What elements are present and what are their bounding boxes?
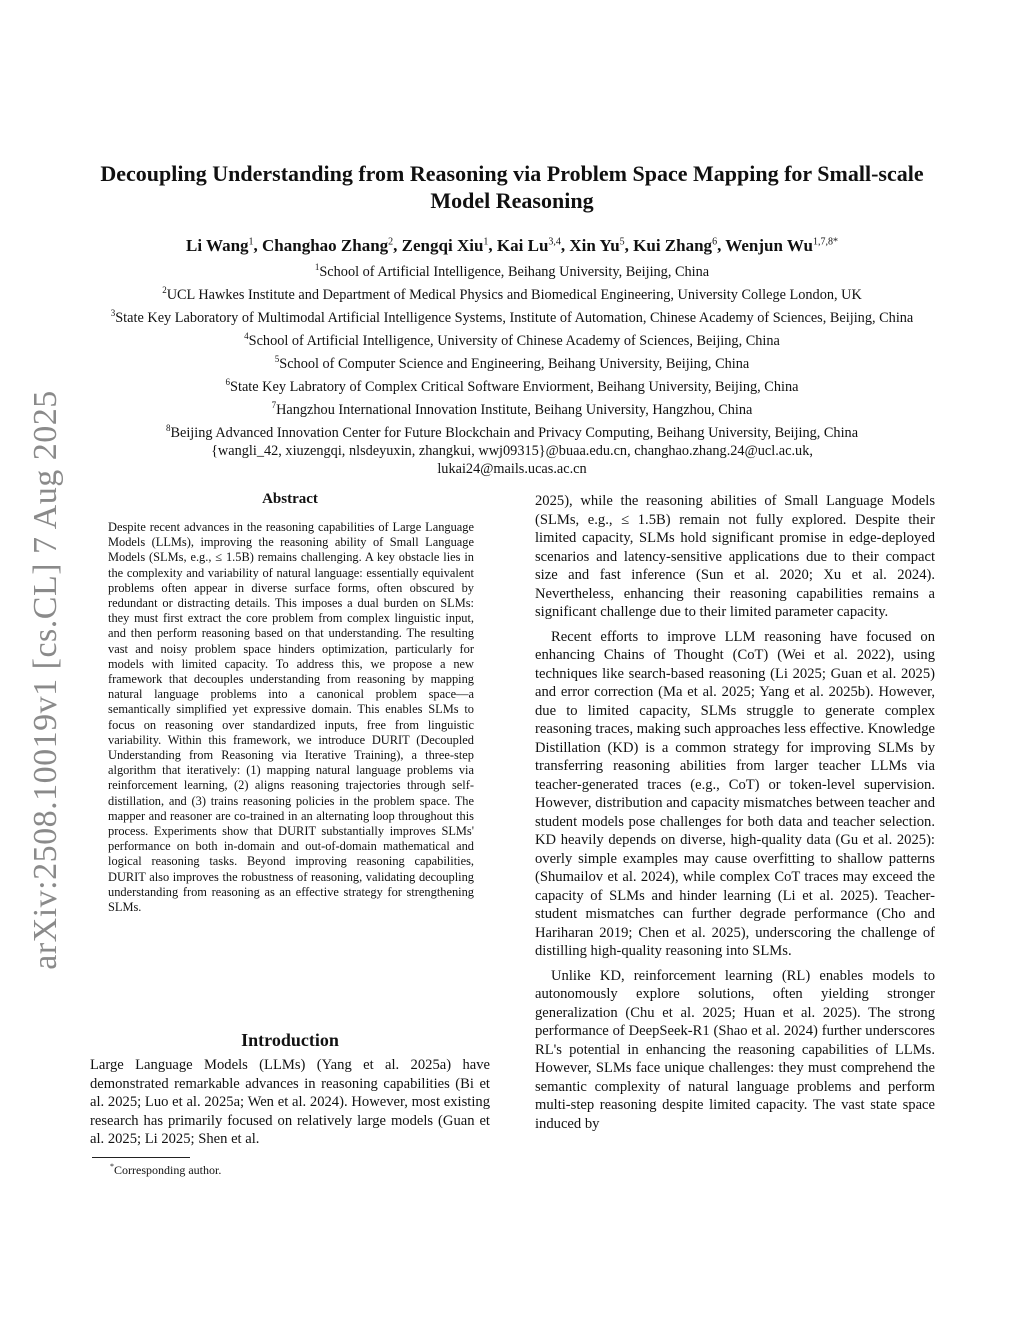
- author: Kui Zhang$^6$: [633, 235, 718, 255]
- affiliation: $^3$State Key Laboratory of Multimodal Artificial Intelligence Systems, Institute of Automation, Chinese Academy of Sciences, Beijing, China: [110, 307, 914, 326]
- author: Changhao Zhang$^2$: [262, 235, 394, 255]
- affiliation-list: [90, 258, 934, 478]
- affiliation: $^2$UCL Hawkes Institute and Department of Medical Physics and Biomedical Engineering, University College London, UK: [162, 284, 862, 303]
- footnote: *Corresponding author.: [110, 1162, 222, 1177]
- right-column: [535, 492, 935, 1139]
- affiliation: $^4$School of Artificial Intelligence, University of Chinese Academy of Sciences, Beijing, China: [244, 330, 780, 349]
- body-paragraph: Recent efforts to improve LLM reasoning have focused on enhancing Chains of Thought (CoT) (Wei et al. 2022), using techniques like search-based reasoning (Li 2025; Guan et al. 2025) and error correction (Ma et al. 2025; Yang et al. 2025b). However, due to limited capacity, SLMs struggle to generate complex reasoning traces, making such approaches less effective. Knowledge Distillation (KD) is a common strategy for improving SLMs by transferring reasoning abilities from larger teacher LLMs via teacher-generated traces (e.g., CoT) or token-level supervision. However, distribution and capacity mismatches between teacher and student models pose challenges for both data and teacher selection. KD heavily depends on diverse, high-quality data (Gu et al. 2025): overly simple examples may cause overfitting to shallow patterns (Shumailov et al. 2024), while complex CoT traces may exceed the capacity of SLMs and hinder learning (Li et al. 2025). Teacher-student mismatches can further degrade performance (Cho and Hariharan 2019; Chen et al. 2025), underscoring the challenge of distilling high-quality reasoning into SLMs.: [535, 628, 935, 959]
- body-paragraph: Unlike KD, reinforcement learning (RL) enables models to autonomously explore solutions, often yielding stronger generalization (Chu et al. 2025; Huan et al. 2025). The strong performance of DeepSeek-R1 (Shao et al. 2024) further underscores RL's potential in enhancing the reasoning capabilities of LLMs. However, SLMs face unique challenges: they must comprehend the semantic complexity of natural language problems and perform multi-step reasoning despite limited capacity. The vast state space induced by: [535, 967, 935, 1132]
- footnote-rule: [92, 1157, 190, 1158]
- author: Kai Lu$^{3,4}$: [496, 235, 561, 255]
- arxiv-identifier-stamp: [18, 380, 74, 980]
- author: Zengqi Xiu$^1$: [401, 235, 489, 255]
- author: Wenjun $Wu^{1,7,8*}$: [725, 235, 838, 255]
- email-line: {wangli_42, xiuzengqi, nlsdeyuxin, zhangkui, wwj09315}@buaa.edu.cn, changhao.zhang.24@ucl.ac.uk,: [211, 442, 813, 459]
- introduction-heading: Introduction: [241, 1030, 339, 1050]
- affiliation: $^1$School of Artificial Intelligence, Beihang University, Beijing, China: [314, 262, 710, 280]
- email-line: lukai24@mails.ucas.ac.cn: [437, 460, 587, 477]
- affiliation: $^7$Hangzhou International Innovation Institute, Beihang University, Hangzhou, China: [271, 399, 753, 418]
- affiliation: $^5$School of Computer Science and Engineering, Beihang University, Beijing, China: [274, 353, 750, 372]
- abstract-text: Despite recent advances in the reasoning capabilities of Large Language Models (LLMs), improving the reasoning ability of Small Language Models (SLMs, e.g., ≤ 1.5B) remains challenging. A key obstacle lies in the complexity and variability of natural language: essentially equivalent problems often appear in diverse surface forms, often obscured by redundant or distracting details. This imposes a dual burden on SLMs: they must first extract the core problem from complex linguistic input, and then perform reasoning based on that understanding. The resulting vast and noisy problem space hinders optimization, particularly for models with limited capacity. To address this, we propose a new framework that decouples understanding from reasoning by mapping natural language problems into a canonical problem space—a semantically simplified yet expressive domain. This enables SLMs to focus on reasoning over standardized inputs, free from linguistic variability. Within this framework, we introduce DURIT (Decoupled Understanding from Reasoning via Iterative Training), a three-step algorithm that iteratively: (1) mapping natural language problems via reinforcement learning, (2) aligns reasoning trajectories through self-distillation, and (3) trains reasoning policies in the problem space. The mapper and reasoner are co-trained in an alternating loop throughout this process. Experiments show that DURIT substantially improves SLMs' performance on both in-domain and out-of-domain mathematical and logical reasoning tasks. Beyond improving reasoning capabilities, DURIT also improves the robustness of reasoning, validating decoupling understanding from reasoning as an effective strategy for strengthening SLMs.: [108, 520, 474, 915]
- arxiv-id-text: arXiv:2508.10019v1 [cs.CL] 7 Aug 2025: [27, 390, 64, 970]
- body-paragraph: 2025), while the reasoning abilities of Small Language Models (SLMs, e.g., ≤ 1.5B) remain not fully explored. Despite their limited capacity, SLMs hold significant promise in edge-deployed scenarios and latency-sensitive applications due to their compact size and fast inference (Sun et al. 2020; Xu et al. 2024). Nevertheless, enhancing their reasoning capabilities remains a significant challenge due to their limited parameter capacity.: [535, 493, 935, 620]
- paper-title: Decoupling Understanding from Reasoning via Problem Space Mapping for Small-scale Model Reasoning: [100, 161, 924, 213]
- affiliation: $^6$State Key Labratory of Complex Critical Software Enviorment, Beihang University, Beijing, China: [225, 376, 799, 395]
- author-list: Li Wang$^1$, Changhao Zhang$^2$, Zengqi Xiu$^1$, Kai Lu$^{3,4}$, Xin Yu$^5$, Kui Zhang$^6$, Wenjun $Wu^{1,7,8*}$: [186, 235, 838, 255]
- abstract-heading: Abstract: [262, 491, 318, 507]
- author: Xin Yu$^5$: [569, 235, 625, 255]
- affiliation: $^8$Beijing Advanced Innovation Center for Future Blockchain and Privacy Computing, Beihang University, Beijing, China: [165, 422, 859, 441]
- introduction-text-left: Large Language Models (LLMs) (Yang et al. 2025a) have demonstrated remarkable advances in reasoning capabilities (Bi et al. 2025; Luo et al. 2025a; Wen et al. 2024). However, most existing research has primarily focused on relatively large models (Guan et al. 2025; Li 2025; Shen et al.: [90, 1057, 490, 1147]
- author: Li Wang$^1$: [186, 235, 254, 255]
